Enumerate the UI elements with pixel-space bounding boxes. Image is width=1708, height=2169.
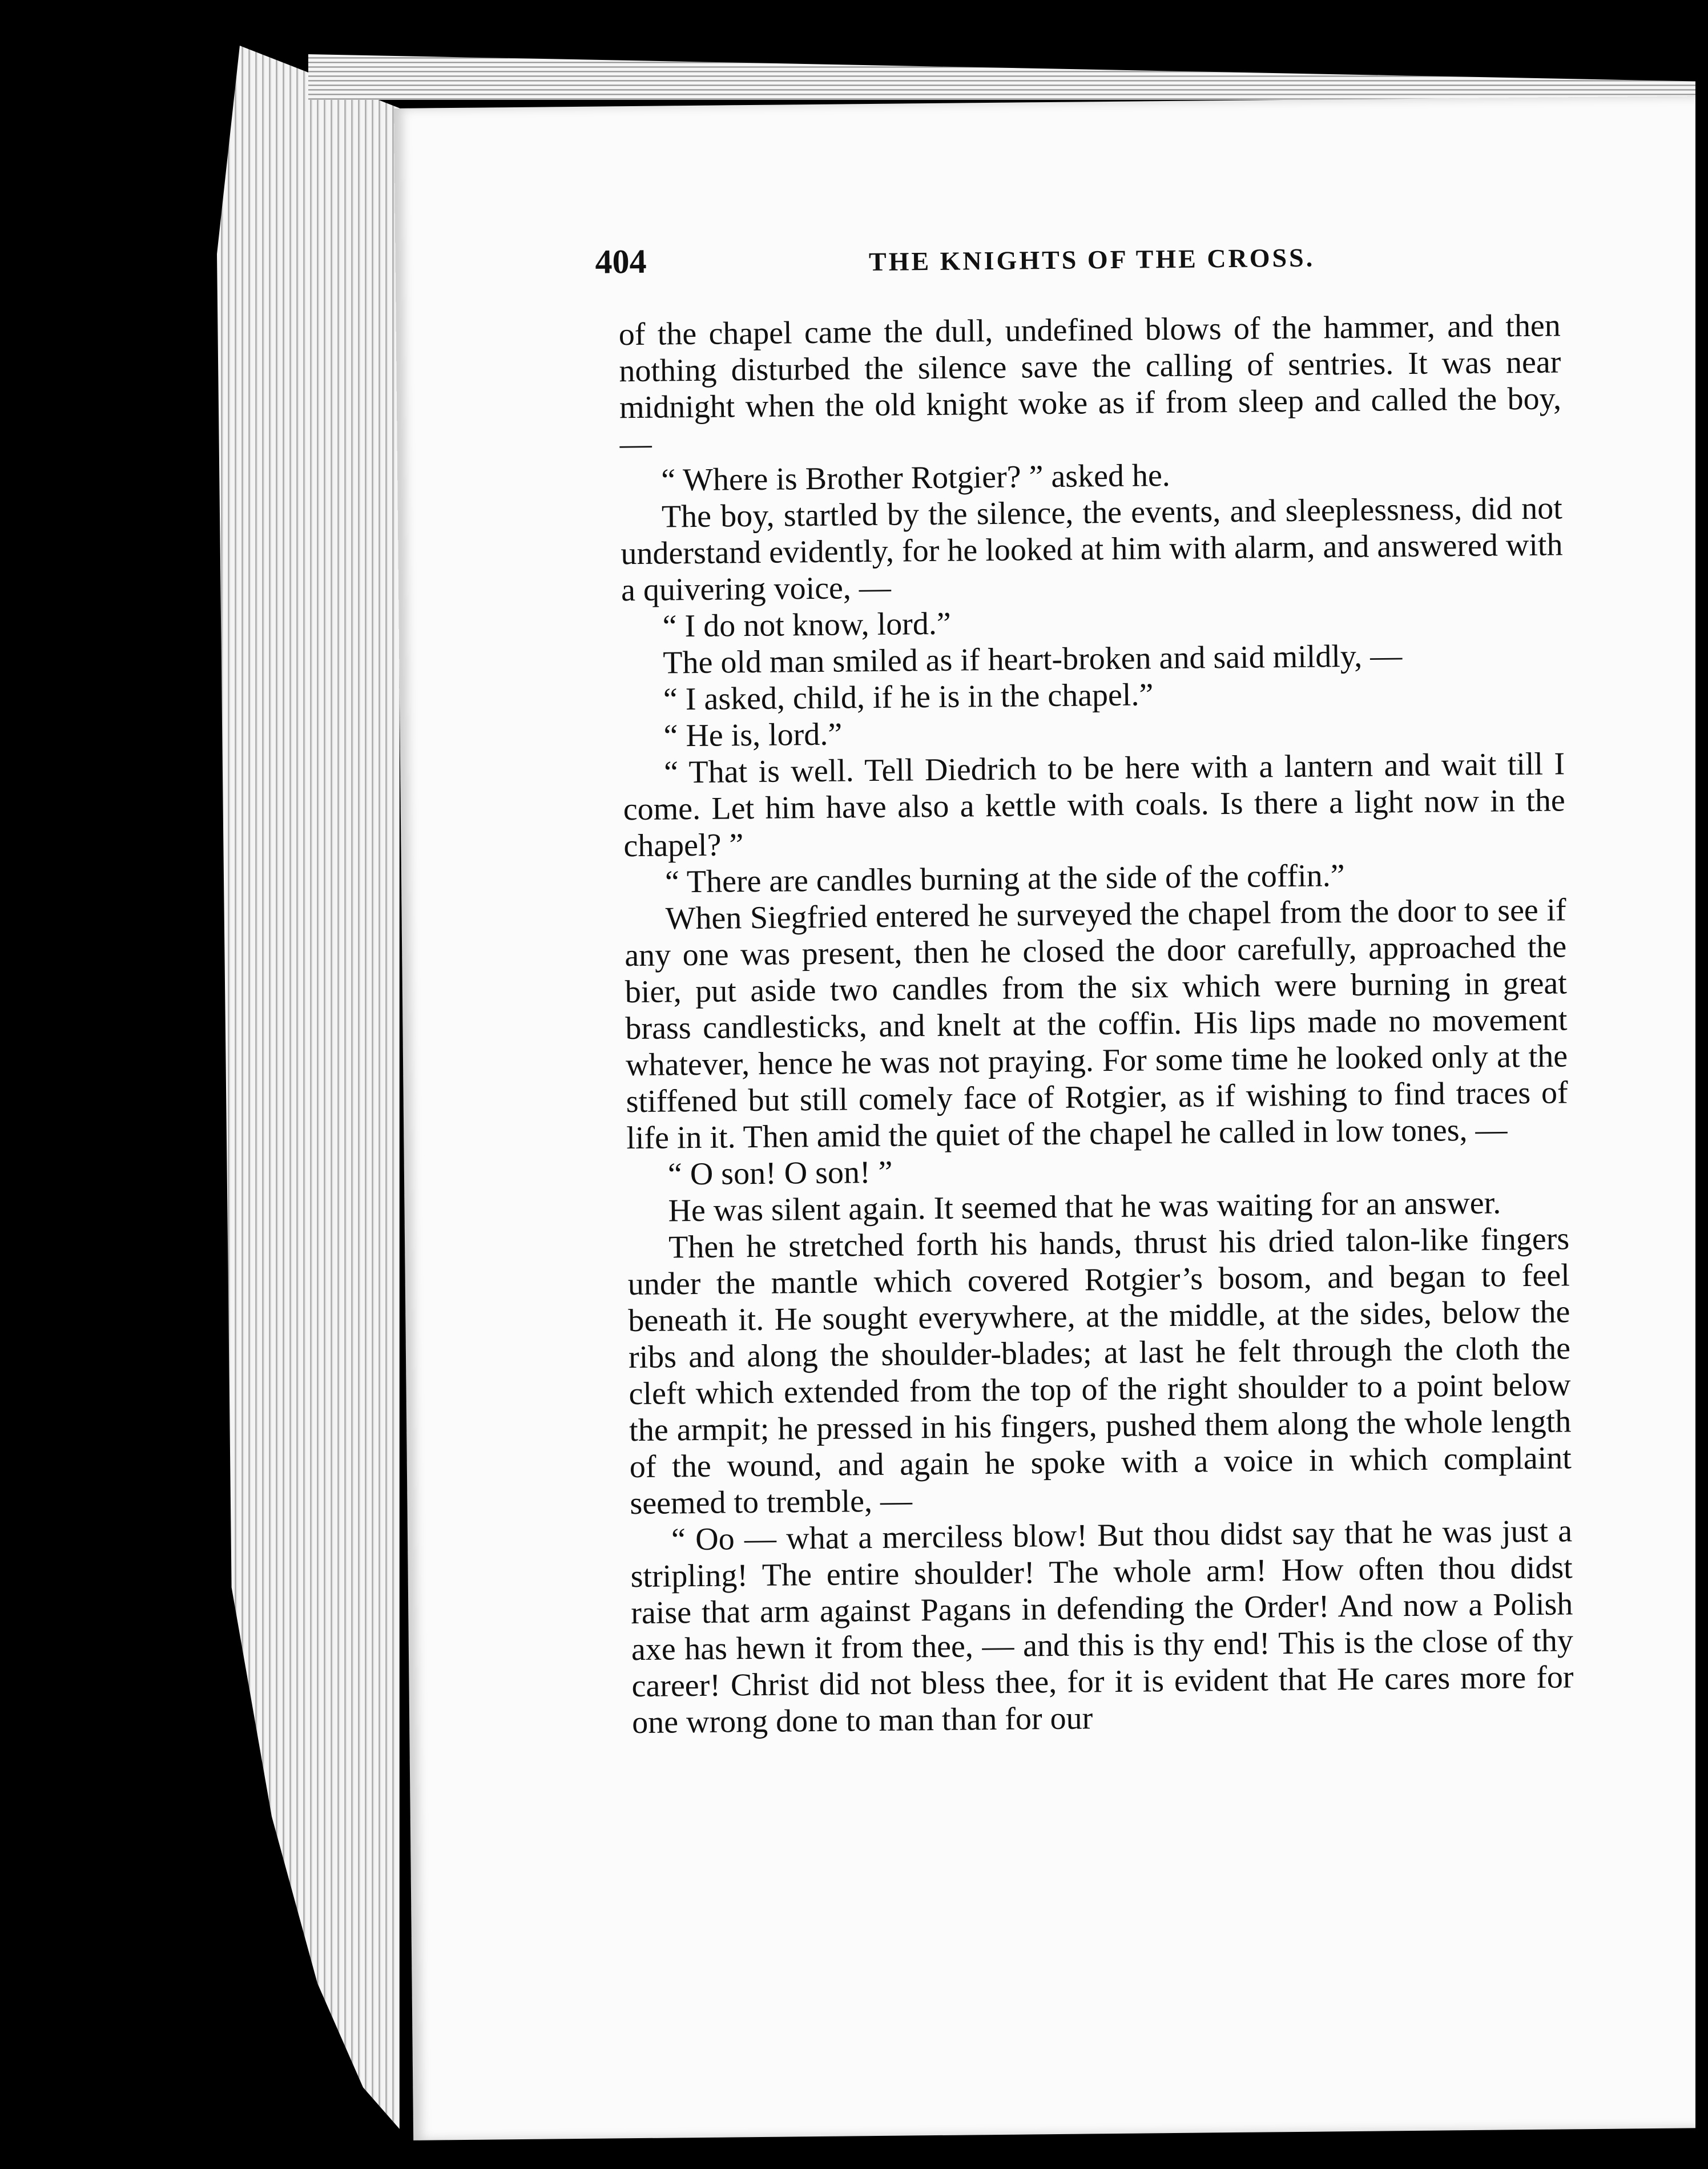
paragraph: When Siegfried entered he surveyed the chapel from the door to see if any one was present, then he closed the door carefully, approached the bier, put aside two candles from the six which were burning in great brass candlesticks, and knelt at the coffin. His lips made no movement whatever, hence he was not praying. For some time he looked only at the stiffened but still comely face of Rotgier, as if wishing to find traces of life in it. Then amid the quiet of the chapel he called in low tones, —: [624, 892, 1568, 1156]
page-edges-top: [308, 54, 1708, 100]
text-block: [595, 234, 1574, 1741]
paragraph: “ There are candles burning at the side of the coffin.”: [664, 858, 1345, 900]
paragraph: “ He is, lord.”: [663, 716, 843, 754]
page-number: 404: [595, 242, 647, 281]
paragraph: “ I asked, child, if he is in the chapel.”: [663, 677, 1154, 717]
book-page: [394, 96, 1708, 2140]
page-edges: [217, 46, 400, 2129]
paragraph: of the chapel came the dull, undefined blows of the hammer, and then nothing disturbed the silence save the calling of sentries. It was near midnight when the old knight woke as if from sleep and called the boy, —: [618, 308, 1562, 462]
running-head: [595, 234, 1560, 306]
paragraph: “ I do not know, lord.”: [662, 606, 951, 644]
paragraph: Then he stretched forth his hands, thrust his dried talon-like fingers under the mantle which covered Rotgier’s bosom, and began to feel beneath it. He sought everywhere, at the middle, at the sides, below the ribs and along the shoulder-blades; at last he felt through the cloth the cleft which extended from the top of the right shoulder to a point below the armpit; he pressed in his fingers, pushed them along the whole length of the wound, and again he spoke with a voice in which complaint seemed to tremble, —: [627, 1221, 1572, 1522]
scan-border-right: [1695, 0, 1708, 2169]
paragraph: He was silent again. It seemed that he was waiting for an answer.: [668, 1185, 1501, 1229]
paragraph: The boy, startled by the silence, the events, and sleeplessness, did not understand evidently, for he looked at him with alarm, and answered with a quivering voice, —: [621, 490, 1563, 608]
paragraph: “ O son! O son! ”: [667, 1154, 893, 1192]
running-title: THE KNIGHTS OF THE CROSS.: [868, 243, 1315, 277]
paragraph: “ Oo — what a merciless blow! But thou didst say that he was just a stripling! The entire shoulder! The whole arm! How often thou didst raise that arm against Pagans in defending the Order! And now a Polish axe has hewn it from thee, — and this is thy end! This is the close of thy career! Christ did not bless thee, for it is evident that He cares more for one wrong done to man than for our: [630, 1513, 1574, 1741]
paragraph: “ Where is Brother Rotgier? ” asked he.: [660, 457, 1171, 498]
paragraph: The old man smiled as if heart-broken and said mildly, —: [663, 638, 1403, 681]
paragraph: “ That is well. Tell Diedrich to be here with a lantern and wait till I come. Let him have also a kettle with coals. Is there a light now in the chapel? ”: [623, 746, 1566, 864]
